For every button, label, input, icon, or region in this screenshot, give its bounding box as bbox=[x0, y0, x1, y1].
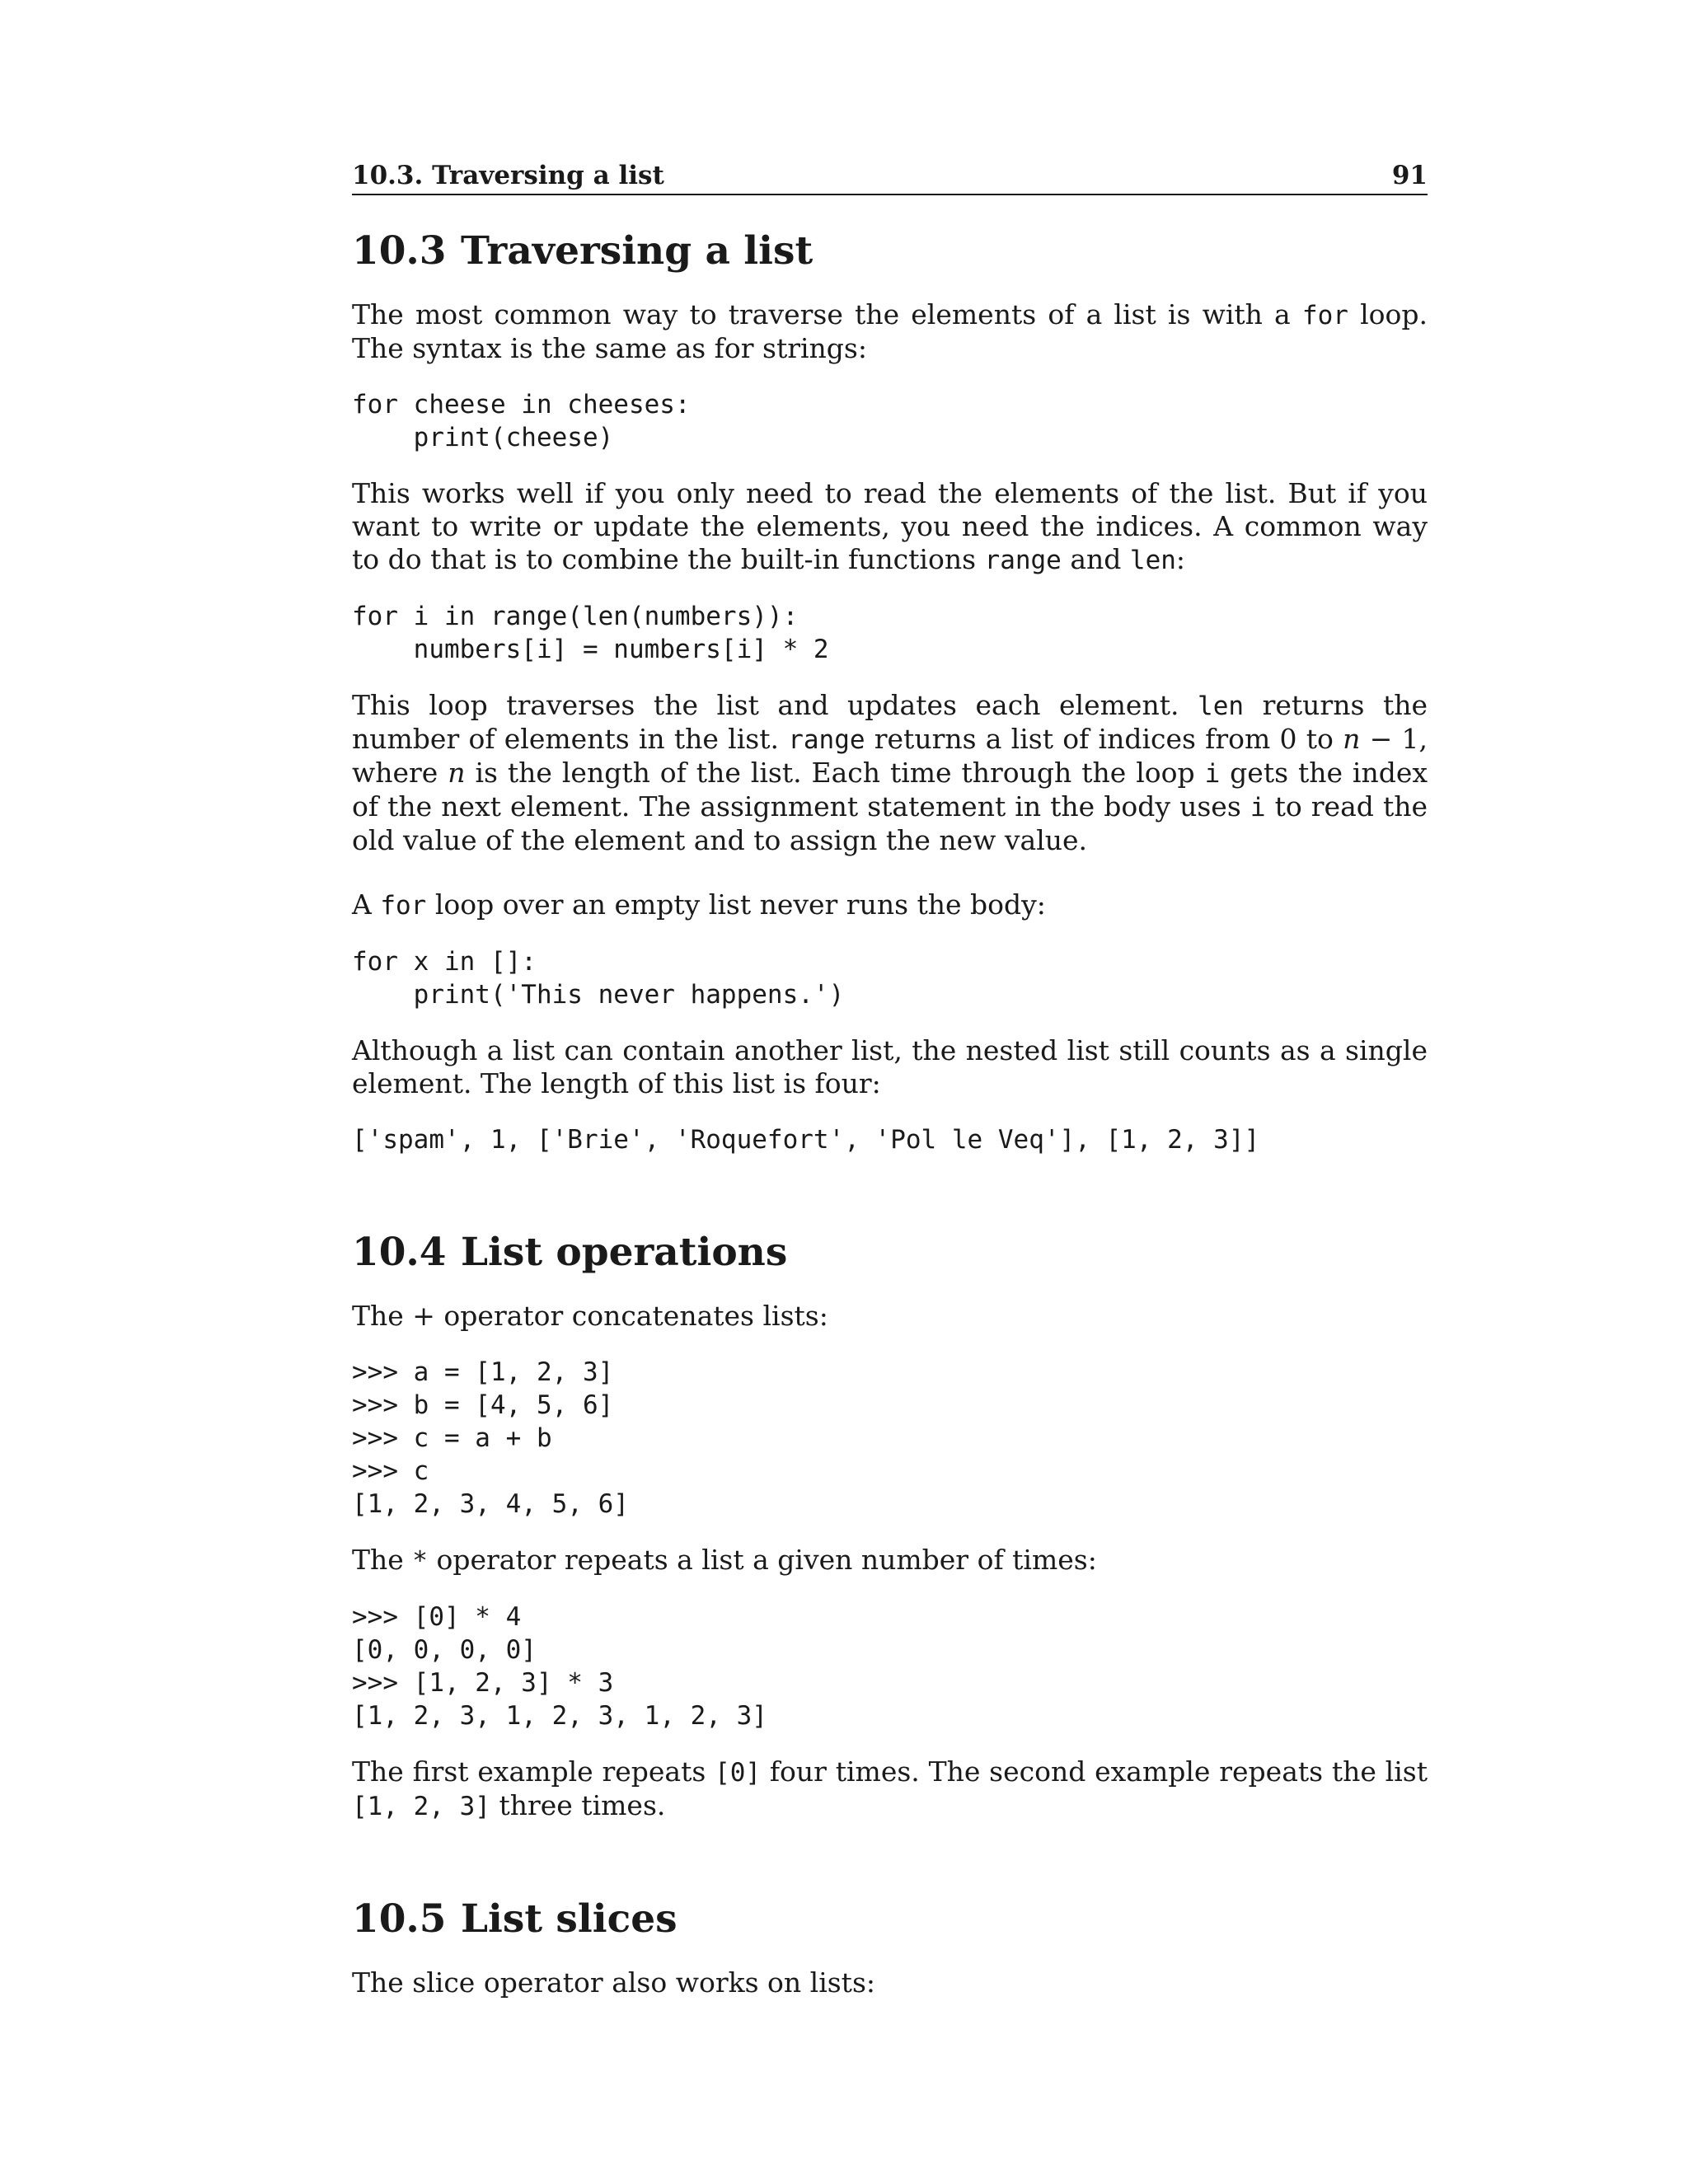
inline-code: i bbox=[1250, 793, 1266, 823]
section-number: 10.3 bbox=[352, 228, 447, 274]
page-content bbox=[352, 159, 1428, 1999]
text: : bbox=[1175, 543, 1186, 575]
paragraph bbox=[352, 689, 1428, 857]
inline-code: for bbox=[380, 891, 427, 921]
text: returns the number of elements in the list. bbox=[352, 689, 1428, 755]
section-title: List operations bbox=[461, 1230, 788, 1275]
paragraph: Although a list can contain another list, the nested list still counts as a single element. The length of this list is four: bbox=[352, 1034, 1428, 1099]
text: operator repeats a list a given number of times: bbox=[427, 1544, 1097, 1576]
text: loop over an empty list never runs the body: bbox=[426, 888, 1046, 921]
text: This loop traverses the list and updates each element. bbox=[352, 689, 1198, 721]
text: is the length of the list. Each time through the loop bbox=[465, 757, 1205, 789]
inline-code: [0] bbox=[715, 1758, 762, 1788]
code-block: ['spam', 1, ['Brie', 'Roquefort', 'Pol le Veq'], [1, 2, 3]] bbox=[352, 1125, 1260, 1155]
code-block: for cheese in cheeses: print(cheese) bbox=[352, 390, 691, 452]
section-title: List slices bbox=[461, 1896, 678, 1942]
running-head-section: 10.3. Traversing a list bbox=[352, 161, 664, 190]
running-head bbox=[352, 159, 1428, 195]
inline-code: * bbox=[412, 1546, 428, 1576]
paragraph: The + operator concatenates lists: bbox=[352, 1300, 828, 1332]
paragraph bbox=[352, 477, 1428, 577]
paragraph bbox=[352, 1544, 1428, 1577]
code-block: >>> a = [1, 2, 3] >>> b = [4, 5, 6] >>> c = a + b >>> c [1, 2, 3, 4, 5, 6] bbox=[352, 1357, 629, 1519]
text: The most common way to traverse the elements of a list is with a bbox=[352, 298, 1302, 330]
section-title: Traversing a list bbox=[461, 228, 814, 274]
text: to read the old value of the element and to assign the new value. bbox=[352, 790, 1428, 856]
math-variable: n bbox=[448, 757, 466, 789]
text: gets the index of the next element. The assignment statement in the body uses bbox=[352, 757, 1428, 823]
paragraph bbox=[352, 1755, 1428, 1823]
paragraph: The slice operator also works on lists: bbox=[352, 1966, 875, 1999]
text: The first example repeats bbox=[352, 1755, 715, 1788]
section-heading-10-5 bbox=[352, 1895, 1428, 1944]
section-number: 10.5 bbox=[352, 1896, 447, 1942]
inline-code: len bbox=[1198, 691, 1245, 721]
text: four times. The second example repeats the list bbox=[761, 1755, 1428, 1788]
text: returns a list of indices from 0 to bbox=[865, 723, 1343, 755]
code-block: for x in []: print('This never happens.') bbox=[352, 947, 845, 1010]
paragraph bbox=[352, 298, 1428, 365]
inline-code: for bbox=[1301, 301, 1348, 330]
math-variable: n bbox=[1343, 723, 1361, 755]
text: loop. The syntax is the same as for strings: bbox=[352, 298, 1428, 364]
section-number: 10.4 bbox=[352, 1230, 447, 1275]
text: A bbox=[352, 888, 381, 921]
code-block: >>> [0] * 4 [0, 0, 0, 0] >>> [1, 2, 3] * 3 [1, 2, 3, 1, 2, 3, 1, 2, 3] bbox=[352, 1602, 767, 1731]
section-heading-10-4 bbox=[352, 1228, 1428, 1277]
section-heading-10-3 bbox=[352, 227, 1428, 276]
inline-code: len bbox=[1129, 546, 1176, 575]
text: The bbox=[352, 1544, 413, 1576]
inline-code: range bbox=[984, 546, 1062, 575]
inline-code: range bbox=[788, 725, 865, 755]
inline-code: [1, 2, 3] bbox=[352, 1792, 490, 1821]
paragraph bbox=[352, 888, 1428, 922]
inline-code: i bbox=[1204, 759, 1221, 789]
text: and bbox=[1061, 543, 1130, 575]
code-block: for i in range(len(numbers)): numbers[i] = numbers[i] * 2 bbox=[352, 602, 829, 664]
text: − 1, where bbox=[352, 723, 1428, 789]
page-number: 91 bbox=[1391, 161, 1428, 190]
text: three times. bbox=[490, 1789, 666, 1821]
text: This works well if you only need to read the elements of the list. But if you want to write or update the elements, you need the indices. A common way to do that is to combine the built-in functions bbox=[352, 477, 1428, 575]
